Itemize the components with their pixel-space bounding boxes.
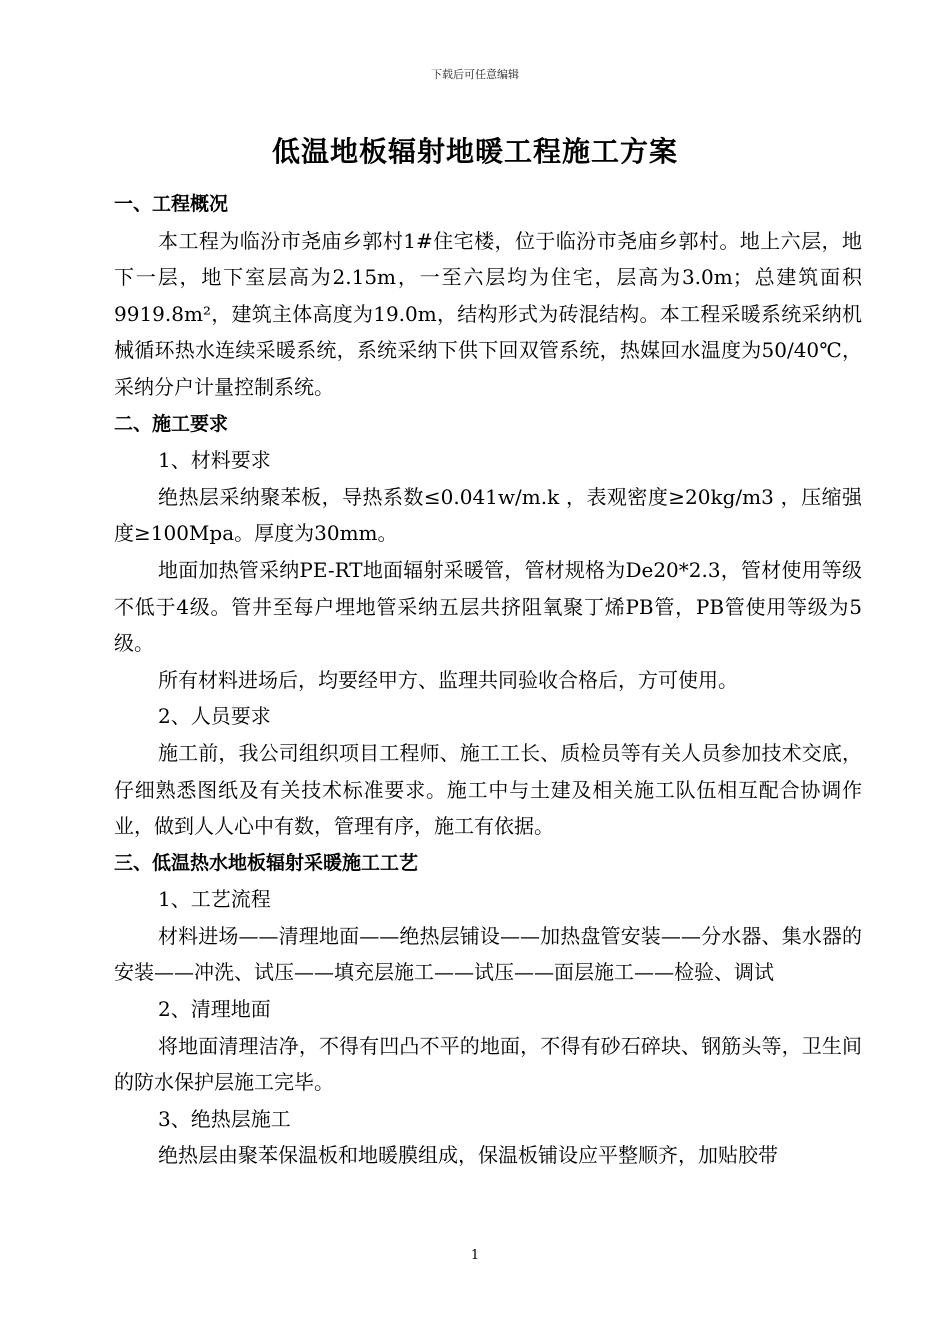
page-number: 1 — [470, 1248, 480, 1263]
subheading-personnel: 2、人员要求 — [158, 704, 271, 729]
header-note: 下载后可任意编辑 — [431, 68, 519, 81]
subheading-process-flow: 1、工艺流程 — [158, 887, 271, 912]
section-heading-requirements: 二、施工要求 — [114, 412, 229, 435]
document-body — [114, 186, 862, 1174]
subheading-clean-floor: 2、清理地面 — [158, 997, 271, 1022]
paragraph-heating-pipe: 地面加热管采纳PE-RT地面辐射采暖管，管材规格为De20*2.3，管材使用等级不低于4级。管井至每户埋地管采纳五层共挤阻氧聚丁烯PB管，PB管使用等级为5级。 — [114, 557, 862, 656]
document-title: 低温地板辐射地暖工程施工方案 — [271, 135, 678, 168]
subheading-insulation-layer: 3、绝热层施工 — [158, 1106, 291, 1131]
section-heading-overview: 一、工程概况 — [114, 193, 229, 215]
paragraph-insulation-material: 绝热层采纳聚苯板，导热系数≤0.041w/m.k ，表观密度≥20kg/m3 ，压缩强度≥100Mpa。厚度为30mm。 — [114, 484, 862, 546]
paragraph-material-acceptance: 所有材料进场后，均要经甲方、监理共同验收合格后，方可使用。 — [158, 667, 738, 692]
paragraph-overview: 本工程为临汾市尧庙乡郭村1#住宅楼，位于临汾市尧庙乡郭村。地上六层，地下一层，地下室层高为2.15m，一至六层均为住宅，层高为3.0m；总建筑面积9919.8m²，建筑主体高度为19.0m，结构形式为砖混结构。本工程采暖系统采纳机械循环热水连续采暖系统，系统采纳下供下回双管系统，热媒回水温度为50/40℃，采纳分户计量控制系统。 — [114, 228, 862, 399]
paragraph-process-flow: 材料进场——清理地面——绝热层铺设——加热盘管安装——分水器、集水器的安装——冲洗、试压——填充层施工——试压——面层施工——检验、调试 — [114, 923, 862, 985]
paragraph-personnel: 施工前，我公司组织项目工程师、施工工长、质检员等有关人员参加技术交底，仔细熟悉图纸及有关技术标准要求。施工中与土建及相关施工队伍相互配合协调作业，做到人人心中有数，管理有序，施工有依据。 — [114, 740, 862, 839]
subheading-materials: 1、材料要求 — [158, 448, 271, 473]
paragraph-insulation-layer: 绝热层由聚苯保温板和地暖膜组成，保温板铺设应平整顺齐，加贴胶带 — [158, 1143, 778, 1168]
section-heading-process: 三、低温热水地板辐射采暖施工工艺 — [114, 851, 419, 874]
paragraph-clean-floor: 将地面清理洁净，不得有凹凸不平的地面，不得有砂石碎块、钢筋头等，卫生间的防水保护层施工完毕。 — [114, 1033, 862, 1095]
